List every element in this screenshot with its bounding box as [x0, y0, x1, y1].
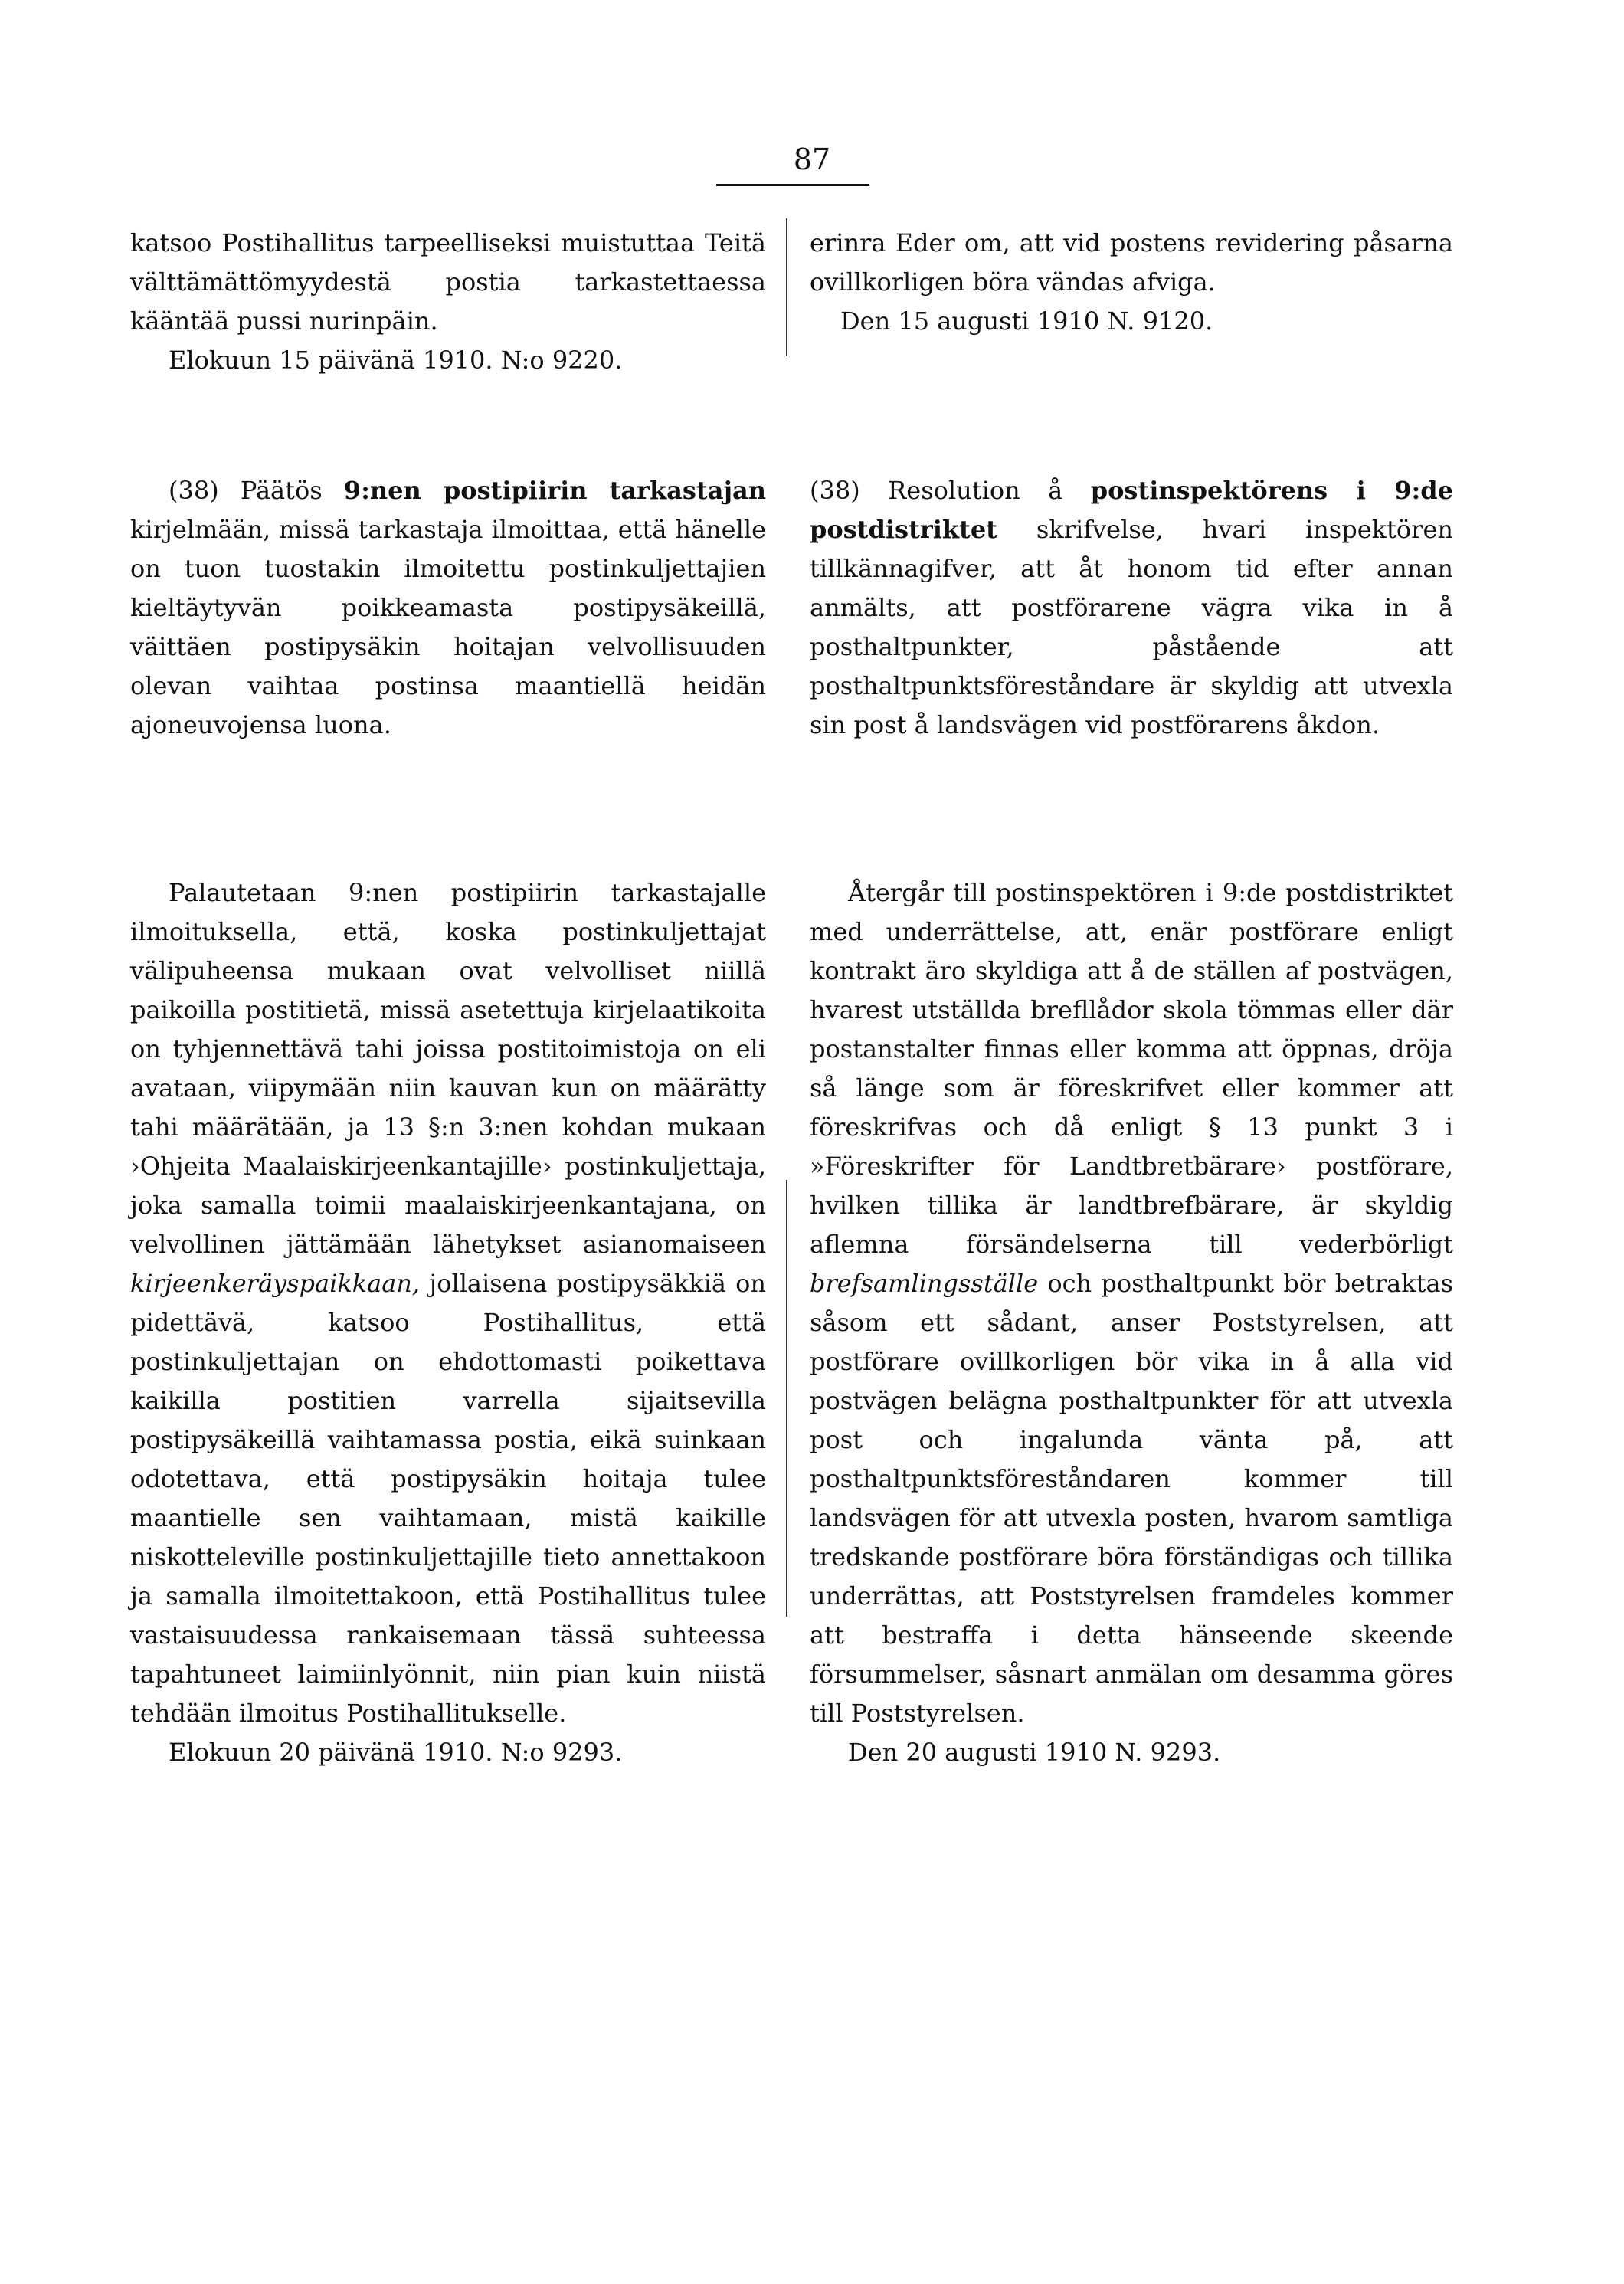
section-fi-body-text-2: jollaisena postipysäkkiä on pidettävä, katsoo Postihallitus, että postinkuljettajan on ehdottomasti poikettava kaikilla postitien varrella sijaitsevilla postipysäkeillä vaihtamassa postia, eikä suinkaan odotettava, että postipysäkin hoitaja tulee maantielle sen vaihtamaan, mistä kaikille niskotteleville postinkuljettajille tieto annettakoon ja samalla ilmoitettakoon, että Postihallitus tulee vastaisuudessa rankaisemaan tässä suhteessa tapahtuneet laimiinlyönnit, niin pian kuin niistä tehdään ilmoitus Postihallitukselle. — [130, 1269, 767, 1728]
section-sv-body — [810, 873, 1453, 1772]
section-sv-body-text-1: Återgår till postinspektören i 9:de postdistriktet med underrättelse, att, enär postförare enligt kontrakt äro skyldiga att å de ställen af postvägen, hvarest utställda brefllådor skola tömmas eller där postanstalter finnas eller komma att öppnas, dröja så länge som är föreskrifvet eller kommer att föreskrifvas och då enligt § 13 punkt 3 i »Föreskrifter för Landtbretbärare› postförare, hvilken tillika är landtbrefbärare, är skyldig aflemna försändelserna till vederbörligt — [810, 878, 1453, 1259]
section-fi-number: (38) — [169, 476, 219, 505]
section-sv-title: postinspektörens i 9:de postdistriktet — [810, 476, 1454, 544]
section-fi-body-text-1: Palautetaan 9:nen postipiirin tarkastajalle ilmoituksella, että, koska postinkuljettajat välipuheensa mukaan ovat velvolliset niillä paikoilla postitietä, missä asetettuja kirjelaatikoita on tyhjennettävä tahi joissa postitoimistoja on eli avataan, viipymään niin kauvan kun on määrätty tahi määrätään, ja 13 §:n 3:nen kohdan mukaan ›Ohjeita Maalaiskirjeenkantajille› postinkuljettaja, joka samalla toimii maalaiskirjeenkantajana, on velvollinen jättämään lähetykset asianomaiseen — [130, 878, 766, 1259]
column-divider-top — [786, 218, 787, 356]
page-number-rule — [716, 184, 869, 186]
section-fi-lead: Päätös — [240, 476, 323, 505]
section-sv-lead: Resolution å — [888, 476, 1063, 505]
top-left-paragraph — [130, 224, 766, 380]
section-fi-summary-text: kirjelmään, missä tarkastaja ilmoittaa, että hänelle on tuon tuostakin ilmoitettu postinkuljettajien kieltäytyvän poikkeamasta postipysäkeillä, väittäen postipysäkin hoitajan velvollisuuden olevan vaihtaa postinsa maantiellä heidän ajoneuvojensa luona. — [130, 515, 766, 739]
page-number: 87 — [793, 143, 831, 176]
section-sv-date: Den 20 augusti 1910 N. 9293. — [848, 1738, 1221, 1767]
top-right-paragraph — [810, 224, 1453, 341]
top-right-text: erinra Eder om, att vid postens revidering påsarna ovillkorligen böra vändas afviga. — [810, 228, 1453, 297]
section-fi-body-italic: kirjeenkeräyspaikkaan, — [130, 1269, 421, 1298]
column-divider-lower — [786, 1180, 787, 1617]
section-sv-summary-text: skrifvelse, hvari inspektören tillkännagifver, att åt honom tid efter annan anmälts, att postförarene vägra vika in å posthaltpunkter, påstående att posthaltpunktsföreståndare är skyldig att utvexla sin post å landsvägen vid postförarens åkdon. — [810, 515, 1454, 739]
section-fi-body — [130, 873, 766, 1772]
section-sv-body-italic: brefsamlingsställe — [810, 1269, 1039, 1298]
top-right-date: Den 15 augusti 1910 N. 9120. — [840, 306, 1213, 336]
section-sv-body-text-2: och posthaltpunkt bör betraktas såsom ett sådant, anser Poststyrelsen, att postförare ovillkorligen bör vika in å alla vid postvägen belägna posthaltpunkter för att utvexla post och ingalunda vänta på, att posthaltpunktsföreståndaren kommer till landsvägen för att utvexla posten, hvarom samtliga tredskande postförare böra förständigas och tillika underrättas, att Poststyrelsen framdeles kommer att bestraffa i detta hänseende skeende försummelser, såsnart anmälan om desamma göres till Poststyrelsen. — [810, 1269, 1454, 1728]
top-left-date: Elokuun 15 päivänä 1910. N:o 9220. — [169, 346, 623, 375]
section-sv-summary — [810, 471, 1453, 745]
section-fi-title: 9:nen postipiirin tarkastajan — [343, 476, 767, 505]
section-fi-date: Elokuun 20 päivänä 1910. N:o 9293. — [169, 1738, 623, 1767]
section-fi-summary — [130, 471, 766, 745]
section-sv-number: (38) — [810, 476, 860, 505]
top-left-text: katsoo Postihallitus tarpeelliseksi muistuttaa Teitä välttämättömyydestä postia tarkastettaessa kääntää pussi nurinpäin. — [130, 228, 766, 336]
